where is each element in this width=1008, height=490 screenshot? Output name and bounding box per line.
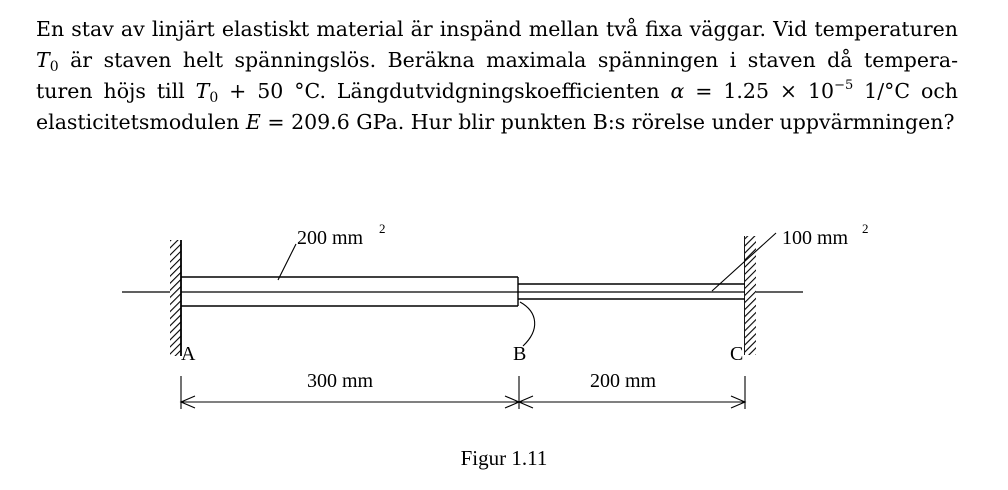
- problem-text: turen höjs till: [36, 79, 196, 103]
- point-label-c: C: [730, 343, 744, 365]
- leader-line-right: [712, 233, 776, 291]
- point-label-b: B: [513, 343, 527, 365]
- problem-text: = 209.6 GPa. Hur blir punkten B:s rörelse under uppvärmningen?: [260, 110, 955, 134]
- area-label-left-exponent: 2: [379, 221, 386, 236]
- symbol-t-subscript: 0: [49, 59, 59, 75]
- problem-text: = 1.25 × 10: [684, 79, 835, 103]
- problem-text: är staven helt spänningslös. Beräkna maximala spänningen i staven då tempera-: [58, 48, 958, 72]
- figure-caption: Figur 1.11: [460, 446, 548, 470]
- problem-text: En stav av linjärt elastiskt material är inspänd mellan två fixa väggar. Vid temperaturen: [36, 17, 958, 41]
- symbol-t-subscript: 0: [209, 90, 219, 106]
- symbol-t: T: [36, 48, 50, 72]
- leader-line-b: [520, 302, 535, 346]
- dimension-lines: [181, 376, 745, 409]
- symbol-alpha: α: [670, 79, 685, 103]
- wall-c: [745, 236, 756, 355]
- area-label-right: 100 mm: [782, 227, 849, 249]
- dimension-label-right: 200 mm: [590, 370, 657, 392]
- symbol-t: T: [195, 79, 210, 103]
- problem-text: 1/°C och: [853, 79, 959, 103]
- problem-text: elasticitetsmodulen: [36, 110, 246, 134]
- dimension-label-left: 300 mm: [307, 370, 374, 392]
- leader-line-left: [278, 244, 296, 280]
- problem-text: + 50 °C. Längdutvidgningskoefficienten: [218, 79, 671, 103]
- area-label-right-exponent: 2: [862, 221, 869, 236]
- area-label-left: 200 mm: [297, 227, 364, 249]
- wall-a: [170, 240, 181, 356]
- point-label-a: A: [181, 343, 196, 365]
- symbol-e: E: [245, 110, 261, 134]
- exponent: −5: [834, 78, 854, 93]
